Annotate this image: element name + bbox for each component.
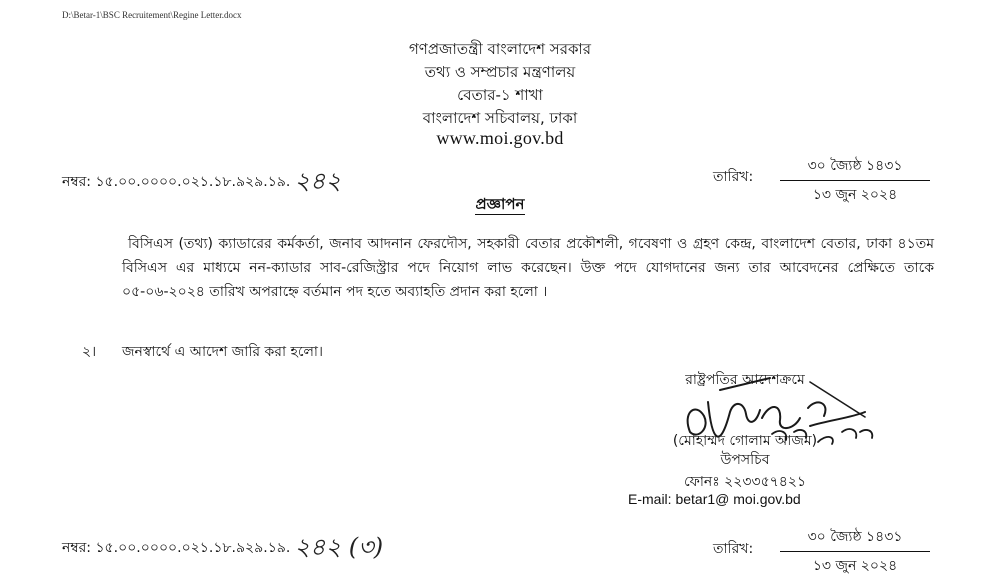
document-title — [0, 193, 1000, 218]
date-stack-bottom — [780, 525, 930, 578]
date-bangla: ৩০ জ্যৈষ্ঠ ১৪৩১ — [780, 154, 930, 181]
memo-number-prefix: নম্বর: ১৫.০০.০০০০.০২১.১৮.৯২৯.১৯. — [62, 174, 291, 190]
document-title-text: প্রজ্ঞাপন — [475, 195, 525, 213]
date-english: ১৩ জুন ২০২৪ — [812, 187, 898, 203]
paragraph-1: বিসিএস (তথ্য) ক্যাডারের কর্মকর্তা, জনাব আদনান ফেরদৌস, সহকারী বেতার প্রকৌশলী, গবেষণা ও গ্রহণ কেন্দ্র, বাংলাদেশ বেতার, ঢাকা ৪১তম বিসিএস এর মাধ্যমে নন-ক্যাডার সাব-রেজিস্ট্রার পদে নিয়োগ লাভ করেছেন। উক্ত পদে যোগদানের জন্য তার আবেদনের প্রেক্ষিতে তাকে ০৫-০৬-২০২৪ তারিখ অপরাহ্নে বর্তমান পদ হতে অব্যাহতি প্রদান করা হলো । — [122, 236, 934, 300]
branch-name: বেতার-১ শাখা — [457, 86, 543, 104]
paragraph-2-text: জনস্বার্থে এ আদেশ জারি করা হলো। — [122, 344, 323, 360]
paragraph-2-number: ২। — [82, 344, 97, 360]
signatory-designation: উপসচিব — [720, 452, 770, 468]
signature-order-line: রাষ্ট্রপতির আদেশক্রমে — [685, 372, 805, 388]
memo-number-handwritten: ২৪২ (৩) — [294, 533, 384, 561]
ministry-name: তথ্য ও সম্প্রচার মন্ত্রণালয় — [424, 63, 576, 81]
website-link[interactable]: www.moi.gov.bd — [436, 128, 564, 148]
memo-number-prefix: নম্বর: ১৫.০০.০০০০.০২১.১৮.৯২৯.১৯. — [62, 540, 291, 556]
signatory-phone: ফোনঃ ২২৩৩৫৭৪২১ — [683, 474, 807, 490]
signatory-name: (মোহাম্মদ গোলাম আজম) — [672, 433, 818, 449]
signatory-email: E-mail: betar1@ moi.gov.bd — [628, 491, 801, 507]
date-english: ১৩ জুন ২০২৪ — [812, 558, 898, 574]
date-label-bottom: তারিখ: — [713, 541, 754, 557]
memo-number-bottom — [62, 529, 383, 569]
memo-number-handwritten: ২৪২ — [294, 167, 342, 195]
file-path: D:\Betar-1\BSC Recruitement\Regine Letter.docx — [62, 10, 242, 20]
date-bangla: ৩০ জ্যৈষ্ঠ ১৪৩১ — [780, 525, 930, 552]
office-address: বাংলাদেশ সচিবালয়, ঢাকা — [422, 109, 578, 127]
date-label-top: তারিখ: — [713, 169, 754, 185]
govt-name: গণপ্রজাতন্ত্রী বাংলাদেশ সরকার — [408, 40, 592, 58]
